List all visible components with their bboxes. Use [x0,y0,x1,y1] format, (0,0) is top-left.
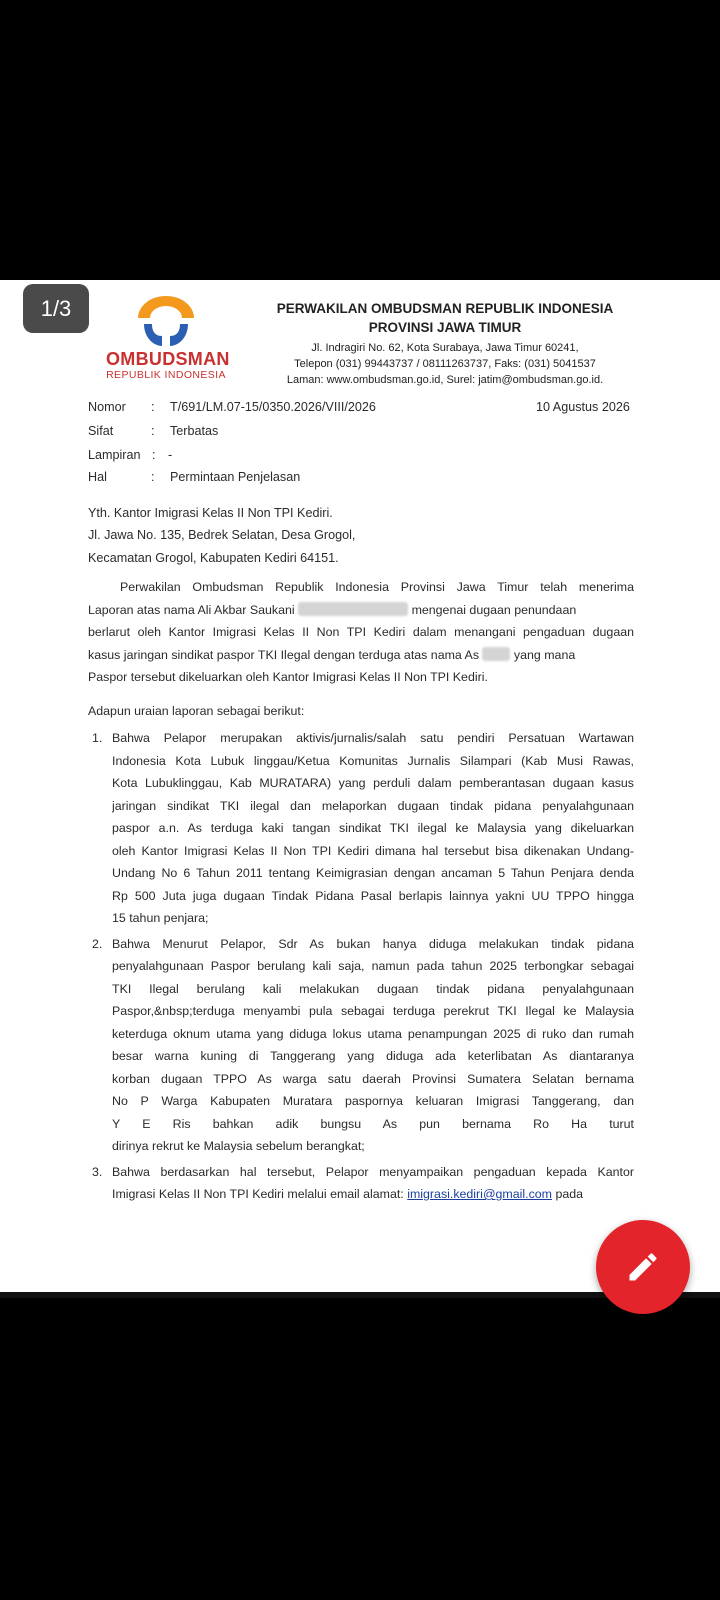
item-line: paspor a.n. As terduga kaki tangan sindikat TKI ilegal ke Malaysia yang dikeluarkan [112,821,634,835]
logo-subtext: REPUBLIK INDONESIA [106,369,226,381]
item-line: besar warna kuning di Tanggerang yang diduga ada keterlibatan As diantaranya [112,1049,634,1063]
item-line: Bahwa Pelapor merupakan aktivis/jurnalis/salah satu pendiri Persatuan Wartawan [112,731,634,745]
item-line: Paspor,&nbsp;terduga menyambi pula sebagai terduga perekrut TKI Ilegal ke Malaysia [112,1004,634,1018]
item-line: korban dugaan TPPO As warga satu daerah Provinsi Sumatera Selatan bernama [112,1071,634,1086]
opening-paragraph [88,576,634,689]
item-line [112,1183,634,1206]
ombudsman-logo [106,294,230,390]
meta-separator: : [151,470,155,484]
org-name: PERWAKILAN OMBUDSMAN REPUBLIK INDONESIA [276,301,614,316]
ombudsman-emblem-icon [134,294,198,350]
item-line: Bahwa Menurut Pelapor, Sdr As bukan hanya diduga melakukan tindak pidana [112,936,634,951]
item-line: Bahwa berdasarkan hal tersebut, Pelapor menyampaikan pengaduan kepada Kantor [112,1164,634,1179]
item-line: oleh Kantor Imigrasi Kelas II Non TPI Kediri dimana hal tersebut bisa dikenakan Undang- [112,843,634,858]
edit-button[interactable] [596,1220,690,1314]
item-line: Y E Ris bahkan adik bungsu As pun bernama Ro Ha turut [112,1116,634,1131]
report-item [88,727,634,930]
letter-date: 10 Agustus 2026 [536,400,630,414]
meta-label: Sifat [88,424,114,438]
org-phone: Telepon (031) 99443737 / 08111263737, Faks: (031) 5041537 [294,358,596,370]
email-link[interactable]: imigrasi.kediri@gmail.com [407,1187,552,1201]
report-items [88,727,634,1209]
meta-value: Terbatas [170,424,219,438]
meta-separator: : [152,448,156,462]
item-line: TKI Ilegal berulang kali melakukan dugaan tindak pidana penyalahgunaan [112,981,634,996]
item-line: 15 tahun penjara; [112,911,209,925]
item-line: No P Warga Kabupaten Muratara paspornya keluaran Imigrasi Tanggerang, dan [112,1094,634,1108]
meta-separator: : [151,424,155,438]
item-line: keterduga oknum utama yang diduga lokus utama penampungan 2025 di ruko dan rumah [112,1026,634,1041]
recipient-line: Yth. Kantor Imigrasi Kelas II Non TPI Kediri. [88,506,333,520]
meta-label: Lampiran [88,448,141,462]
report-item [88,933,634,1158]
meta-value: T/691/LM.07-15/0350.2026/VIII/2026 [170,400,376,414]
meta-value: - [168,448,173,462]
paragraph-line [88,599,634,622]
item-line: Indonesia Kota Lubuk linggau/Ketua Komunitas Jurnalis Silampari (Kab Musi Rawas, [112,753,634,768]
item-number: 2. [92,936,103,951]
paragraph-line: Perwakilan Ombudsman Republik Indonesia Provinsi Jawa Timur telah menerima [120,580,634,594]
text-fragment: Laporan atas nama Ali Akbar Saukani [88,602,295,617]
report-item [88,1161,634,1206]
item-line: Undang No 6 Tahun 2011 tentang Keimigrasian dengan ancaman 5 Tahun Penjara denda [112,866,634,880]
item-number: 1. [92,731,103,745]
text-fragment: mengenai dugaan penundaan [411,602,577,617]
meta-label: Nomor [88,400,126,414]
page-indicator: 1/3 [23,284,89,333]
recipient-line: Jl. Jawa No. 135, Bedrek Selatan, Desa Grogol, [88,528,356,542]
paragraph-line: Paspor tersebut dikeluarkan oleh Kantor Imigrasi Kelas II Non TPI Kediri. [88,670,488,684]
letter-page[interactable] [0,280,720,1292]
intro-line: Adapun uraian laporan sebagai berikut: [88,704,305,718]
org-address: Jl. Indragiri No. 62, Kota Surabaya, Jawa Timur 60241, [311,342,579,354]
org-province: PROVINSI JAWA TIMUR [368,320,522,335]
org-web: Laman: www.ombudsman.go.id, Surel: jatim@ombudsman.go.id. [286,374,604,386]
redaction-mark [482,647,510,661]
pencil-icon [625,1249,661,1285]
item-line: Rp 500 Juta juga dugaan Tindak Pidana Pasal berlapis lainnya yakni UU TPPO hingga [112,888,634,903]
text-fragment: kasus jaringan sindikat paspor TKI Ilegal dengan terduga atas nama As [88,647,480,662]
text-fragment: yang mana [513,647,576,662]
item-line: dirinya rekrut ke Malaysia sebelum berangkat; [112,1139,365,1153]
text-fragment: Imigrasi Kelas II Non TPI Kediri melalui email alamat: [112,1187,404,1201]
text-fragment: pada [555,1187,584,1201]
item-line: penyalahgunaan Paspor berulang kali saja, namun pada tahun 2025 terbongkar sebagai [112,959,634,973]
paragraph-line [88,644,634,667]
recipient-line: Kecamatan Grogol, Kabupaten Kediri 64151. [88,551,339,565]
item-line: jaringan sindikat TKI ilegal dan melaporkan dugaan tindak pidana penyalahgunaan [112,798,634,813]
item-number: 3. [92,1164,103,1179]
meta-value: Permintaan Penjelasan [170,470,301,484]
logo-text: OMBUDSMAN [106,349,230,369]
paragraph-line: berlarut oleh Kantor Imigrasi Kelas II Non TPI Kediri dalam menangani pengaduan dugaan [88,625,634,639]
redaction-mark [298,602,408,616]
meta-separator: : [151,400,155,414]
item-line: Kota Lubuklinggau, Kab MURATARA) yang perduli dalam pemberantasan dugaan kasus [112,776,634,790]
meta-label: Hal [88,470,107,484]
